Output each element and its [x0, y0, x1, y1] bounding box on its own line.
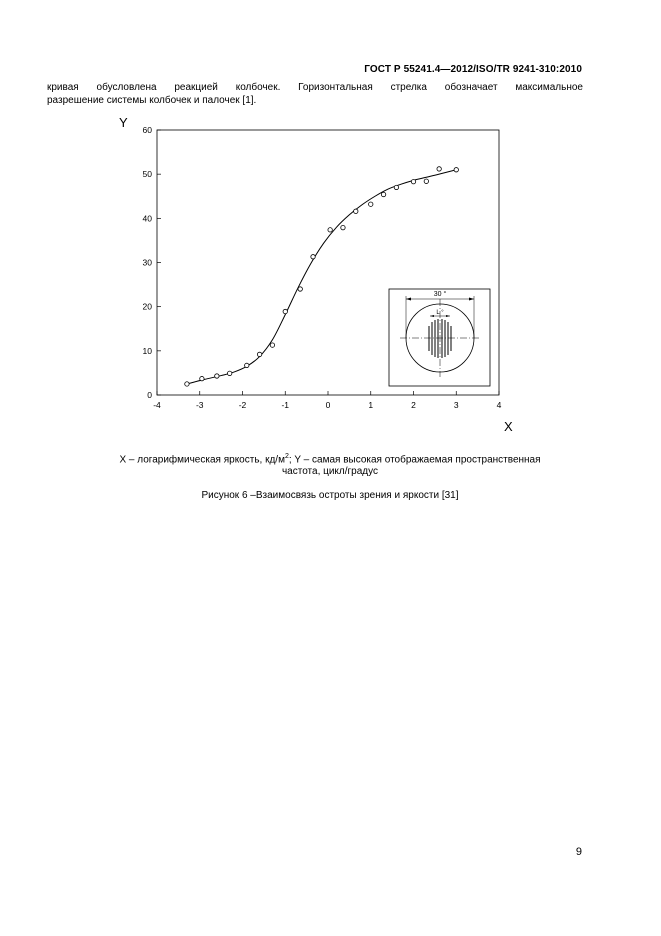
x-tick-label: -3 — [195, 400, 204, 410]
inset-angle-label: 30 ° — [433, 291, 447, 298]
data-point — [257, 352, 261, 356]
page-number: 9 — [575, 846, 582, 858]
caption-superscript: 2 — [284, 453, 289, 460]
y-tick-label: 10 — [142, 345, 152, 356]
x-tick-label: 4 — [496, 400, 502, 410]
y-tick-labels — [143, 125, 153, 400]
data-point — [411, 179, 415, 183]
data-point — [341, 225, 345, 229]
caption-line-1 — [60, 451, 600, 466]
data-point — [381, 192, 385, 196]
inset-frame — [389, 289, 490, 386]
y-tick-label: 30 — [142, 257, 152, 268]
y-tick-label: 50 — [142, 169, 152, 180]
data-point — [185, 382, 189, 386]
y-axis-label: Y — [119, 115, 128, 130]
y-tick-label: 20 — [142, 301, 152, 312]
data-point — [227, 371, 231, 375]
x-axis-label: X — [504, 419, 513, 434]
data-point — [270, 343, 274, 347]
y-tick-label: 0 — [147, 390, 152, 400]
caption-y-definition: ; Y – самая высокая отображаемая пространственная — [288, 454, 541, 466]
x-tick-label: -4 — [153, 400, 161, 410]
figure-6-chart — [0, 0, 661, 460]
x-tick-labels — [153, 400, 501, 410]
data-point — [437, 167, 441, 171]
data-point — [369, 202, 373, 206]
x-tick-label: -1 — [281, 400, 290, 410]
standard-header: ГОСТ Р 55241.4—2012/ISO/TR 9241-310:2010 — [364, 64, 582, 75]
data-point — [311, 255, 315, 259]
caption-line-2: частота, цикл/градус — [281, 466, 379, 478]
data-point — [424, 179, 428, 183]
inset-inner-label: L ° — [436, 310, 444, 316]
data-point — [328, 228, 332, 232]
intro-line-1: кривая обусловлена реакцией колбочек. Горизонтальная стрелка обозначает максимальное — [47, 82, 583, 93]
y-tick-label: 60 — [142, 125, 152, 135]
data-point — [354, 209, 358, 213]
x-tick-label: -2 — [238, 400, 247, 410]
data-point — [215, 374, 219, 378]
x-tick-label: 2 — [411, 400, 416, 410]
data-point — [245, 363, 249, 367]
data-point — [394, 185, 398, 189]
x-tick-label: 3 — [453, 400, 459, 410]
caption-x-definition: X – логарифмическая яркость, кд/м — [119, 454, 285, 466]
chart-svg — [0, 0, 661, 460]
x-tick-label: 0 — [325, 400, 331, 410]
data-point — [283, 309, 287, 313]
data-point — [200, 376, 204, 380]
intro-line-2: разрешение системы колбочек и палочек [1]. — [47, 94, 257, 106]
figure-title: Рисунок 6 –Взаимосвязь остроты зрения и яркости [31] — [201, 490, 459, 501]
x-tick-label: 1 — [368, 400, 374, 410]
data-point — [298, 287, 302, 291]
stimulus-inset — [389, 289, 490, 386]
y-tick-label: 40 — [142, 213, 152, 224]
figure-caption — [60, 451, 600, 478]
data-point — [454, 168, 458, 172]
